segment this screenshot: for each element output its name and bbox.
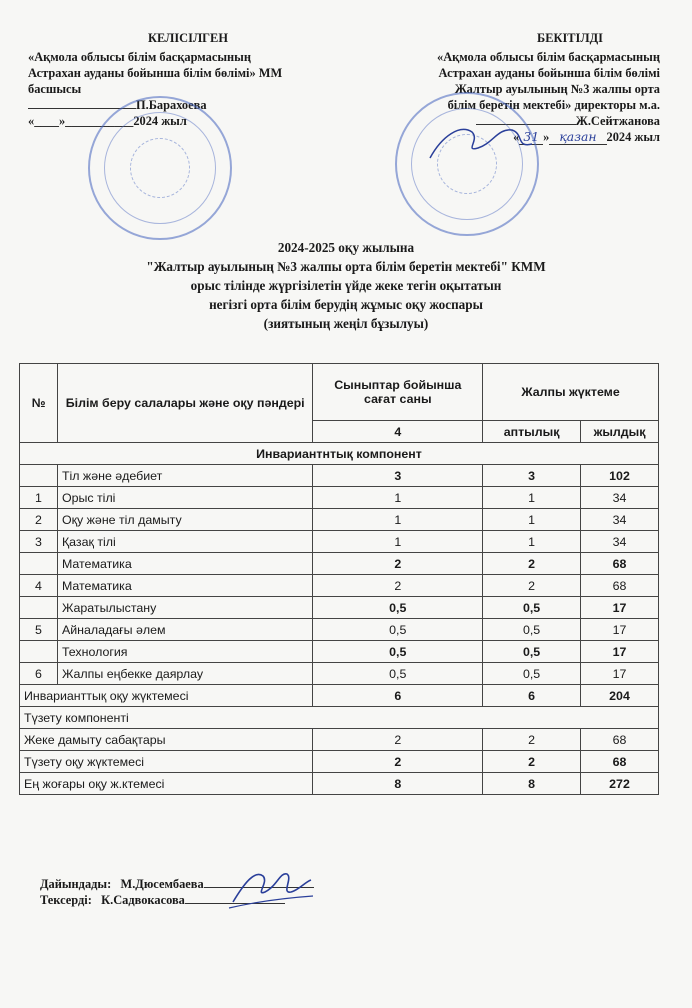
checked-name: К.Садвокасова <box>101 893 185 907</box>
row-grade: 1 <box>313 487 483 509</box>
row-subject: Математика <box>57 553 313 575</box>
row-yearly: 68 <box>581 575 659 597</box>
approval-left-name: П.Барахоева <box>136 98 207 112</box>
title-line3: орыс тілінде жүргізілетін үйде жеке тегін оқытатын <box>190 278 502 293</box>
row-yearly: 17 <box>581 663 659 685</box>
table-header-row <box>20 364 659 421</box>
approval-right-line1: «Ақмола облысы білім басқармасының <box>437 50 660 64</box>
row-weekly: 0,5 <box>483 663 581 685</box>
title-line1: 2024-2025 оқу жылына <box>277 240 415 255</box>
row-grade: 0,5 <box>313 641 483 663</box>
handwritten-signature <box>420 118 540 168</box>
max-total-yearly: 272 <box>581 773 659 795</box>
invariant-total-label: Инварианттық оқу жүктемесі <box>20 685 313 707</box>
stamp-seal <box>88 96 232 240</box>
row-grade: 2 <box>313 575 483 597</box>
row-yearly: 17 <box>581 597 659 619</box>
table-row <box>20 531 659 553</box>
row-subject: Жалпы еңбекке даярлау <box>57 663 313 685</box>
approval-left-line2: Астрахан ауданы бойынша білім бөлімі» ММ <box>28 66 283 80</box>
header-subjects: Білім беру салалары және оқу пәндері <box>57 364 313 443</box>
approval-right-date-year: 2024 жыл <box>606 130 660 144</box>
invariant-total-row <box>20 685 659 707</box>
table-row <box>20 509 659 531</box>
approval-right-date-month: қазан <box>549 129 606 145</box>
row-num: 1 <box>20 487 58 509</box>
row-subject: Қазақ тілі <box>57 531 313 553</box>
row-yearly: 17 <box>581 619 659 641</box>
row-weekly: 1 <box>483 509 581 531</box>
curriculum-table <box>19 363 659 795</box>
title-line4: негізгі орта білім берудің жұмыс оқу жоспары <box>209 297 483 312</box>
row-weekly: 2 <box>483 553 581 575</box>
approval-left-line3: басшысы <box>28 82 82 96</box>
invariant-total-grade: 6 <box>313 685 483 707</box>
max-total-label: Ең жоғары оқу ж.ктемесі <box>20 773 313 795</box>
checked-label: Тексерді: <box>40 893 92 907</box>
row-num: 6 <box>20 663 58 685</box>
row-yearly: 68 <box>581 553 659 575</box>
row-yearly: 17 <box>581 641 659 663</box>
prepared-label: Дайындады: <box>40 877 112 891</box>
section-row <box>20 707 659 729</box>
table-row <box>20 597 659 619</box>
row-num <box>20 465 58 487</box>
individual-yearly: 68 <box>581 729 659 751</box>
row-grade: 0,5 <box>313 597 483 619</box>
row-yearly: 34 <box>581 487 659 509</box>
row-subject: Математика <box>57 575 313 597</box>
approval-right-line3: Жалтыр ауылының №3 жалпы орта <box>454 82 660 96</box>
approval-left-date: «____»___________2024 жыл <box>28 114 187 128</box>
table-row <box>20 663 659 685</box>
individual-weekly: 2 <box>483 729 581 751</box>
row-subject: Тіл және әдебиет <box>57 465 313 487</box>
row-grade: 0,5 <box>313 663 483 685</box>
approval-right-line2: Астрахан ауданы бойынша білім бөлімі <box>438 66 660 80</box>
table-row <box>20 553 659 575</box>
max-total-row <box>20 773 659 795</box>
row-subject: Айналадағы әлем <box>57 619 313 641</box>
header-yearly: жылдық <box>581 421 659 443</box>
individual-label: Жеке дамыту сабақтары <box>20 729 313 751</box>
invariant-total-weekly: 6 <box>483 685 581 707</box>
row-subject: Оқу және тіл дамыту <box>57 509 313 531</box>
approval-right-date: « 31 » қазан 2024 жыл <box>513 129 660 144</box>
row-grade: 1 <box>313 509 483 531</box>
row-grade: 3 <box>313 465 483 487</box>
row-subject: Технология <box>57 641 313 663</box>
row-num <box>20 641 58 663</box>
row-weekly: 1 <box>483 487 581 509</box>
row-num: 2 <box>20 509 58 531</box>
approval-right-name: Ж.Сейтжанова <box>575 114 660 128</box>
row-num <box>20 597 58 619</box>
section-row <box>20 443 659 465</box>
row-weekly: 2 <box>483 575 581 597</box>
table-row <box>20 487 659 509</box>
row-yearly: 34 <box>581 509 659 531</box>
approval-right-line4: білім беретін мектебі» директоры м.а. <box>447 98 660 112</box>
max-total-weekly: 8 <box>483 773 581 795</box>
handwritten-signature <box>225 862 315 914</box>
header-weekly: аптылық <box>483 421 581 443</box>
correction-total-label: Түзету оқу жүктемесі <box>20 751 313 773</box>
individual-grade: 2 <box>313 729 483 751</box>
row-weekly: 0,5 <box>483 597 581 619</box>
prepared-name: М.Дюсембаева <box>120 877 204 891</box>
title-line5: (зиятының жеңіл бұзылуы) <box>263 316 429 331</box>
row-weekly: 0,5 <box>483 641 581 663</box>
row-num: 3 <box>20 531 58 553</box>
row-num: 5 <box>20 619 58 641</box>
correction-total-yearly: 68 <box>581 751 659 773</box>
title-line2: "Жалтыр ауылының №3 жалпы орта білім беретін мектебі" КММ <box>146 259 546 274</box>
invariant-title: Инвариантнтық компонент <box>20 443 659 465</box>
row-weekly: 0,5 <box>483 619 581 641</box>
row-grade: 2 <box>313 553 483 575</box>
row-grade: 1 <box>313 531 483 553</box>
invariant-total-yearly: 204 <box>581 685 659 707</box>
row-weekly: 3 <box>483 465 581 487</box>
approval-right-date-day: 31 <box>519 129 543 145</box>
approval-right-heading: БЕКІТІЛДІ <box>537 31 603 45</box>
row-num: 4 <box>20 575 58 597</box>
table-row <box>20 465 659 487</box>
correction-total-grade: 2 <box>313 751 483 773</box>
row-num <box>20 553 58 575</box>
individual-row <box>20 729 659 751</box>
correction-title: Түзету компоненті <box>20 707 659 729</box>
correction-total-row <box>20 751 659 773</box>
approval-left-line1: «Ақмола облысы білім басқармасының <box>28 50 251 64</box>
row-subject: Орыс тілі <box>57 487 313 509</box>
row-yearly: 102 <box>581 465 659 487</box>
header-grade: 4 <box>313 421 483 443</box>
row-grade: 0,5 <box>313 619 483 641</box>
row-weekly: 1 <box>483 531 581 553</box>
header-num: № <box>20 364 58 443</box>
header-hours: Сыныптар бойынша сағат саны <box>313 364 483 421</box>
header-load: Жалпы жүктеме <box>483 364 659 421</box>
correction-total-weekly: 2 <box>483 751 581 773</box>
row-yearly: 34 <box>581 531 659 553</box>
table-row <box>20 619 659 641</box>
table-row <box>20 641 659 663</box>
approval-left-heading: КЕЛІСІЛГЕН <box>148 31 228 45</box>
table-row <box>20 575 659 597</box>
document-title <box>0 238 692 333</box>
max-total-grade: 8 <box>313 773 483 795</box>
row-subject: Жаратылыстану <box>57 597 313 619</box>
